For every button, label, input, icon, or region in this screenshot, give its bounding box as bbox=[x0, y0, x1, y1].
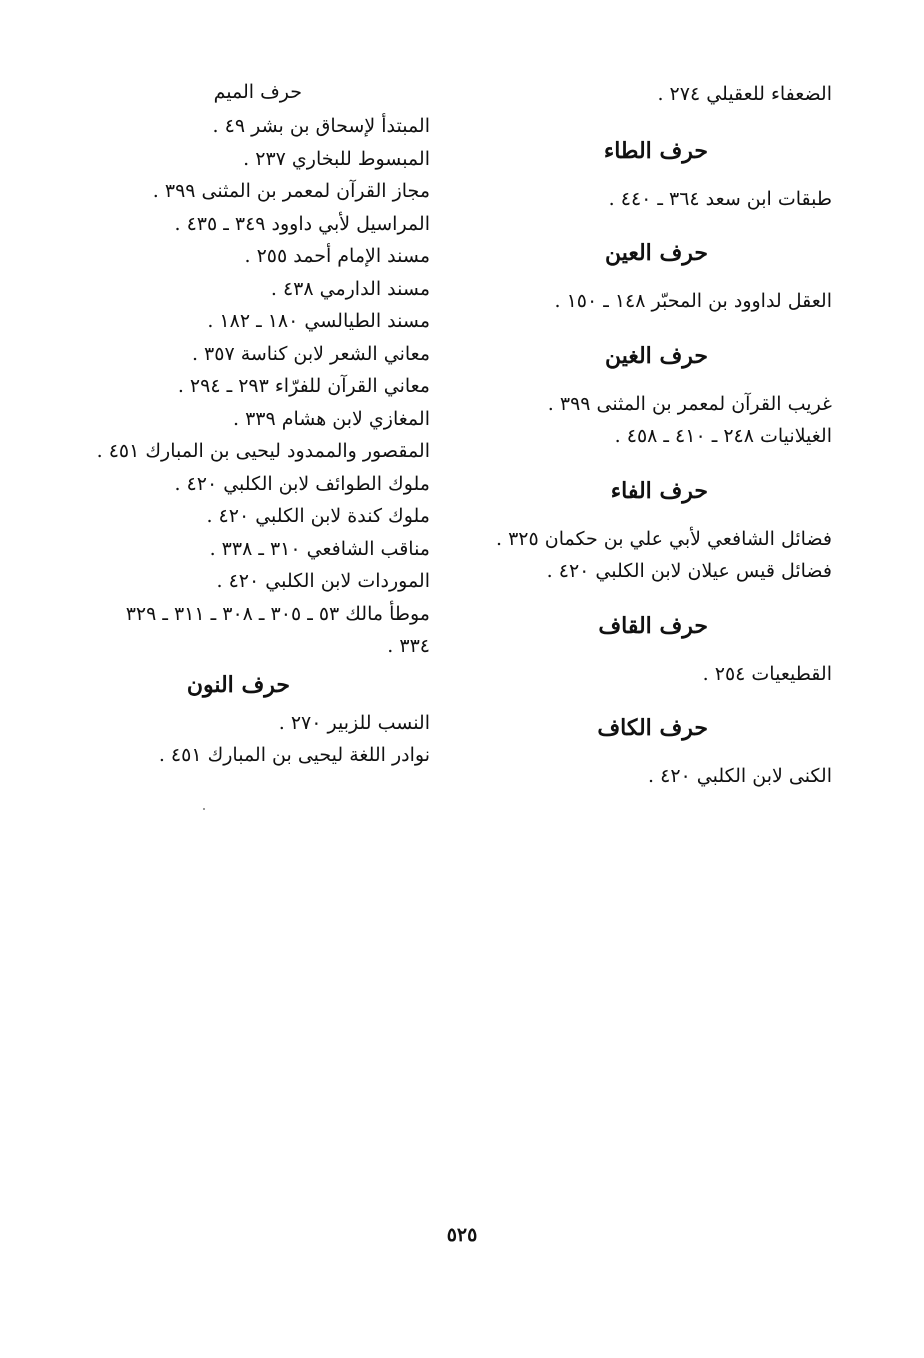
index-entry: المبتدأ لإسحاق بن بشر ٤٩ . bbox=[212, 115, 430, 137]
index-entry-continuation: ٣٣٤ . bbox=[387, 635, 430, 657]
index-entry: فضائل الشافعي لأبي علي بن حكمان ٣٢٥ . bbox=[495, 527, 832, 550]
index-entry: معاني القرآن للفرّاء ٢٩٣ ـ ٢٩٤ . bbox=[177, 375, 430, 397]
index-entry: ملوك الطوائف لابن الكلبي ٤٢٠ . bbox=[174, 472, 430, 495]
section-heading-qaf: حرف القاف bbox=[598, 612, 708, 639]
left-column bbox=[80, 78, 430, 772]
index-entry: نوادر اللغة ليحيى بن المبارك ٤٥١ . bbox=[158, 744, 430, 766]
section-heading-ain: حرف العين bbox=[604, 240, 708, 266]
scan-speck bbox=[203, 808, 205, 810]
section-heading-fa: حرف الفاء bbox=[610, 477, 708, 504]
page-number: ٥٢٥ bbox=[446, 1224, 478, 1246]
index-entry: مناقب الشافعي ٣١٠ ـ ٣٣٨ . bbox=[209, 537, 430, 560]
section-heading-kaf: حرف الكاف bbox=[597, 715, 708, 741]
index-entry: موطأ مالك ٥٣ ـ ٣٠٥ ـ ٣٠٨ ـ ٣١١ ـ ٣٢٩ bbox=[125, 602, 430, 625]
index-entry: ملوك كندة لابن الكلبي ٤٢٠ . bbox=[206, 505, 430, 527]
index-entry: مسند الدارمي ٤٣٨ . bbox=[270, 277, 430, 300]
section-heading-ta: حرف الطاء bbox=[603, 137, 708, 164]
index-entry: فضائل قيس عيلان لابن الكلبي ٤٢٠ . bbox=[546, 560, 832, 582]
index-entry: طبقات ابن سعد ٣٦٤ ـ ٤٤٠ . bbox=[608, 187, 832, 210]
section-heading-mim: حرف الميم bbox=[213, 81, 302, 103]
index-entry: القطيعيات ٢٥٤ . bbox=[702, 662, 832, 685]
section-heading-nun: حرف النون bbox=[186, 671, 290, 698]
index-entry: الكنى لابن الكلبي ٤٢٠ . bbox=[648, 765, 832, 787]
right-column bbox=[482, 78, 832, 793]
index-entry: النسب للزبير ٢٧٠ . bbox=[278, 711, 430, 734]
index-entry: مسند الإمام أحمد ٢٥٥ . bbox=[244, 245, 430, 267]
index-entry: مجاز القرآن لمعمر بن المثنى ٣٩٩ . bbox=[152, 180, 430, 202]
index-entry: المبسوط للبخاري ٢٣٧ . bbox=[243, 147, 430, 170]
index-entry: معاني الشعر لابن كناسة ٣٥٧ . bbox=[191, 342, 430, 365]
section-heading-ghain: حرف الغين bbox=[604, 342, 708, 369]
index-entry: المقصور والممدود ليحيى بن المبارك ٤٥١ . bbox=[96, 440, 430, 462]
index-entry: الضعفاء للعقيلي ٢٧٤ . bbox=[657, 83, 832, 105]
index-entry: غريب القرآن لمعمر بن المثنى ٣٩٩ . bbox=[547, 392, 832, 415]
index-entry: مسند الطيالسي ١٨٠ ـ ١٨٢ . bbox=[207, 310, 430, 332]
index-entry: الغيلانيات ٢٤٨ ـ ٤١٠ ـ ٤٥٨ . bbox=[614, 425, 832, 447]
index-entry: الموردات لابن الكلبي ٤٢٠ . bbox=[216, 570, 430, 592]
index-entry: العقل لداوود بن المحبّر ١٤٨ ـ ١٥٠ . bbox=[554, 290, 832, 312]
index-entry: المراسيل لأبي داوود ٣٤٩ ـ ٤٣٥ . bbox=[174, 212, 430, 235]
index-entry: المغازي لابن هشام ٣٣٩ . bbox=[232, 407, 430, 430]
